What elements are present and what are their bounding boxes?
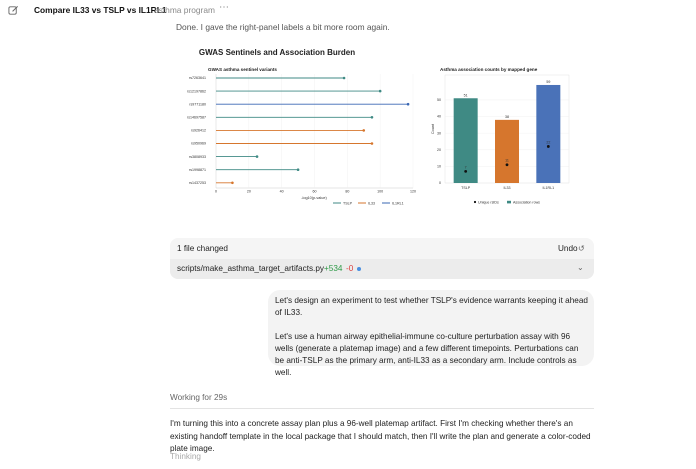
point-value-label: 11 (505, 158, 509, 163)
thinking-status: Thinking (170, 452, 201, 461)
sentinel-point (343, 77, 346, 80)
left-y-tick-label: rs950969 (191, 141, 206, 146)
working-status[interactable]: Working for 29s (170, 393, 228, 402)
conversation-title: Compare IL33 vs TSLP vs IL1RL1 (34, 5, 167, 15)
left-x-tick-label: 80 (345, 189, 350, 194)
sentinel-point (256, 155, 259, 158)
undo-button[interactable]: Undo (558, 244, 578, 253)
assistant-message: I'm turning this into a concrete assay plan plus a 96-well platemap artifact. First I'm checking whether there's an existing handoff template in the local package that I should match, then I'll write the plan and generate a color-coded plate image. (170, 419, 591, 453)
right-y-tick-label: 10 (437, 164, 441, 169)
legend-association-rows-label: Association rows (513, 200, 540, 205)
legend-association-rows-swatch (507, 201, 511, 204)
right-y-tick-label: 0 (439, 181, 441, 186)
legend-il33-label: IL33 (368, 201, 375, 206)
right-y-tick-label: 30 (437, 131, 441, 136)
left-y-tick-label: rs7263641 (189, 76, 206, 81)
legend-unique-rsids-label: Unique rsIDs (478, 200, 499, 205)
user-message-bubble (268, 290, 594, 377)
right-panel-subtitle: Asthma association counts by mapped gene (440, 67, 538, 72)
lines-deleted: -0 (346, 264, 354, 273)
right-x-tick-label: IL1RL1 (542, 186, 555, 190)
project-label[interactable]: asthma program (154, 5, 215, 15)
sentinel-point (407, 103, 410, 106)
sentinel-point (231, 182, 234, 185)
sentinel-point (297, 168, 300, 171)
bar-value-label: 59 (546, 79, 551, 84)
user-message-paragraph-2: Let's use a human airway epithelial-immune co-culture perturbation assay with 96 wells (generate a platemap image) and a few different timepoints. Perturbations can be anti-TSLP as the primary arm, anti-IL33 as a secondary arm. Include controls as well. (275, 332, 579, 377)
left-y-tick-label: rs12197862 (187, 89, 206, 94)
left-y-tick-label: rs3808933 (189, 154, 206, 159)
left-y-tick-label: rs1437253 (189, 181, 206, 185)
point-value-label: 22 (546, 140, 551, 145)
gwas-figure (170, 42, 590, 212)
left-y-tick-label: rs9771180 (189, 102, 206, 107)
right-y-axis-label: Count (431, 123, 435, 135)
new-chat-edit-icon[interactable] (8, 5, 19, 16)
chevron-down-icon[interactable]: ⌄ (577, 263, 584, 272)
files-changed-count: 1 file changed (177, 244, 228, 253)
previous-message-text: Done. I gave the right-panel labels a bit more room again. (176, 22, 390, 32)
unique-rsid-point (464, 170, 467, 173)
association-bar (495, 120, 519, 183)
more-options-icon[interactable]: ⋯ (219, 2, 230, 13)
left-x-tick-label: 60 (312, 189, 317, 194)
legend-unique-rsids-marker (474, 201, 476, 203)
figure-title: GWAS Sentinels and Association Burden (198, 48, 356, 57)
right-x-tick-label: TSLP (461, 186, 471, 190)
scroll-fade (390, 20, 410, 34)
right-x-tick-label: IL33 (503, 186, 511, 190)
left-y-tick-label: rs926412 (191, 128, 206, 133)
bar-value-label: 38 (505, 114, 509, 119)
right-y-tick-label: 20 (437, 147, 441, 152)
lines-added: +534 (324, 264, 343, 273)
left-x-tick-label: 40 (279, 189, 284, 194)
left-y-tick-label: rs14697587 (187, 115, 206, 120)
left-x-tick-label: 20 (246, 189, 251, 194)
sentinel-point (371, 116, 374, 119)
right-y-tick-label: 50 (437, 98, 441, 103)
left-x-axis-label: -log10(p-value) (301, 196, 327, 200)
section-divider (170, 408, 594, 409)
left-x-tick-label: 120 (410, 189, 416, 194)
undo-icon[interactable]: ↺ (578, 244, 585, 253)
left-y-tick-label: rs1998871 (189, 167, 206, 172)
left-x-tick-label: 0 (215, 189, 217, 194)
sentinel-point (371, 142, 374, 145)
user-message-paragraph-1: Let's design an experiment to test whether TSLP's evidence warrants keeping it ahead of IL33. (275, 296, 588, 317)
bar-value-label: 51 (463, 93, 468, 98)
legend-tslp-label: TSLP (343, 201, 352, 206)
right-y-tick-label: 40 (437, 114, 441, 119)
left-x-tick-label: 100 (377, 189, 384, 194)
sentinel-point (379, 90, 382, 93)
changed-file-path[interactable]: scripts/make_asthma_target_artifacts.py (177, 264, 324, 273)
point-value-label: 7 (464, 165, 467, 170)
unique-rsid-point (547, 145, 550, 148)
left-panel-subtitle: GWAS asthma sentinel variants (208, 67, 277, 72)
left-legend (333, 201, 404, 205)
unique-rsid-point (506, 163, 509, 166)
status-dot-icon (357, 267, 361, 271)
legend-il1rl1-label: IL1RL1 (392, 201, 404, 206)
sentinel-point (362, 129, 365, 132)
association-bar (536, 85, 560, 183)
